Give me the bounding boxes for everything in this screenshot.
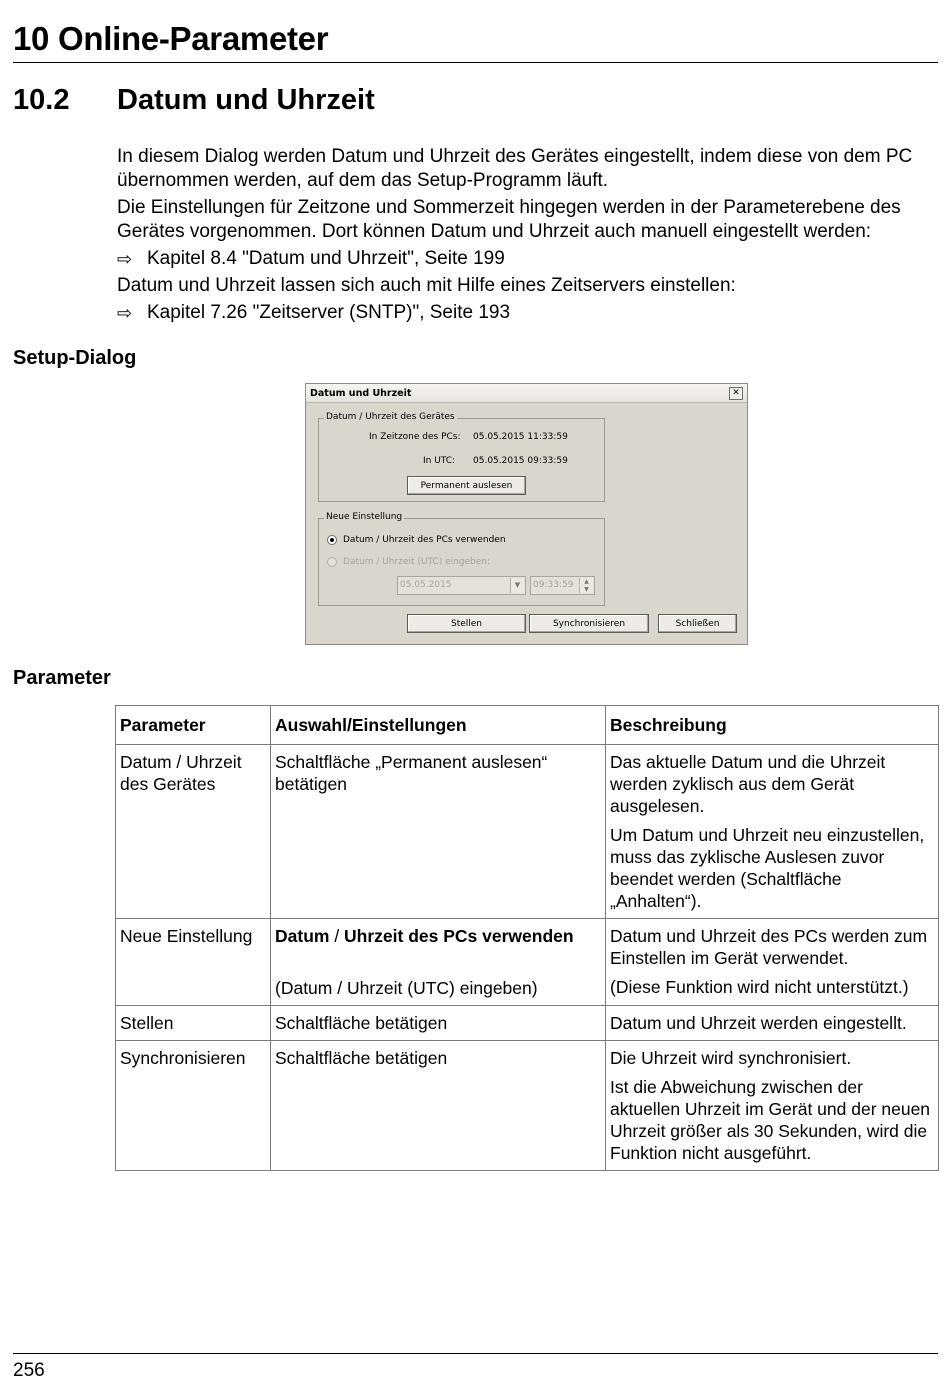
description-text: (Diese Funktion wird nicht unterstützt.) xyxy=(610,977,909,997)
cell-parameter: Datum / Uhrzeit des Gerätes xyxy=(116,745,271,919)
description-text: Um Datum und Uhrzeit neu einzustellen, muss das zyklische Auslesen zuvor beendet werden (Schaltfläche „Anhalten“). xyxy=(610,825,925,911)
header-rule xyxy=(13,62,938,63)
cell-selection: Schaltfläche „Permanent auslesen“ betätigen xyxy=(271,745,606,919)
dialog-title: Datum und Uhrzeit xyxy=(310,387,412,399)
new-setting-group-label: Neue Einstellung xyxy=(326,512,403,522)
radio-unselected-icon[interactable] xyxy=(327,557,337,567)
spin-down-icon[interactable]: ▼ xyxy=(579,586,593,593)
close-icon[interactable]: ✕ xyxy=(729,387,743,400)
setup-dialog-heading: Setup-Dialog xyxy=(13,347,137,369)
utc-value: 05.05.2015 09:33:59 xyxy=(473,456,568,466)
description-text: Ist die Abweichung zwischen der aktuellen Uhrzeit im Gerät und der neuen Uhrzeit größer als 30 Sekunden, wird die Funktion nicht ausgeführt. xyxy=(610,1077,931,1163)
section-number: 10.2 xyxy=(13,84,70,116)
datetime-dialog-screenshot xyxy=(305,383,748,645)
parameter-table xyxy=(115,705,939,1171)
arrow-right-icon: ⇨ xyxy=(117,303,133,323)
cell-description: Datum und Uhrzeit werden eingestellt. xyxy=(606,1006,939,1041)
radio-use-pc-time[interactable] xyxy=(327,535,506,545)
selection-option-default xyxy=(275,925,601,947)
date-picker[interactable] xyxy=(397,576,526,595)
cell-parameter: Stellen xyxy=(116,1006,271,1041)
table-header-row xyxy=(116,706,939,745)
cell-description xyxy=(606,1041,939,1171)
column-header-description: Beschreibung xyxy=(606,706,939,745)
radio-enter-utc[interactable] xyxy=(327,557,490,567)
description-text: Das aktuelle Datum und die Uhrzeit werden zyklisch aus dem Gerät ausgelesen. xyxy=(610,752,886,816)
section-title: Datum und Uhrzeit xyxy=(117,84,375,116)
device-datetime-group xyxy=(318,412,605,502)
radio-selected-icon[interactable] xyxy=(327,535,337,545)
time-spinner-value: 09:33:59 xyxy=(533,580,574,590)
selection-option-default-part1: Datum xyxy=(275,926,330,946)
set-button[interactable]: Stellen xyxy=(407,614,526,633)
selection-option-separator: / xyxy=(329,926,345,946)
cell-description xyxy=(606,919,939,1006)
cross-reference-1-text[interactable]: Kapitel 8.4 "Datum und Uhrzeit", Seite 199 xyxy=(147,248,505,269)
intro-paragraph-1: In diesem Dialog werden Datum und Uhrzeit des Gerätes eingestellt, indem diese von dem PC übernommen werden, auf dem das Setup-Programm läuft. xyxy=(117,146,913,191)
description-text: Die Uhrzeit wird synchronisiert. xyxy=(610,1048,852,1068)
table-row xyxy=(116,745,939,919)
date-picker-value: 05.05.2015 xyxy=(400,580,452,590)
cross-reference-2-text[interactable]: Kapitel 7.26 "Zeitserver (SNTP)", Seite 193 xyxy=(147,302,511,323)
description-text: Datum und Uhrzeit des PCs werden zum Einstellen im Gerät verwendet. xyxy=(610,926,928,968)
spin-up-icon[interactable]: ▲ xyxy=(579,578,593,585)
cell-selection xyxy=(271,919,606,1006)
synchronize-button[interactable]: Synchronisieren xyxy=(529,614,649,633)
cross-reference-2[interactable] xyxy=(117,301,942,325)
intro-paragraph-3: Datum und Uhrzeit lassen sich auch mit Hilfe eines Zeitservers einstellen: xyxy=(117,275,736,296)
new-setting-group xyxy=(318,512,605,606)
column-header-parameter: Parameter xyxy=(116,706,271,745)
parameter-heading: Parameter xyxy=(13,667,111,689)
permanent-read-button[interactable]: Permanent auslesen xyxy=(407,476,526,495)
chapter-title: 10 Online-Parameter xyxy=(13,20,329,57)
cell-description xyxy=(606,745,939,919)
dialog-titlebar xyxy=(306,384,747,403)
table-row xyxy=(116,1041,939,1171)
device-datetime-group-label: Datum / Uhrzeit des Gerätes xyxy=(326,412,455,422)
table-row xyxy=(116,919,939,1006)
radio-enter-utc-label: Datum / Uhrzeit (UTC) eingeben: xyxy=(343,557,491,567)
intro-paragraph-2: Die Einstellungen für Zeitzone und Sommerzeit hingegen werden in der Parameterebene des Gerätes vorgenommen. Dort können Datum und Uhrzeit auch manuell eingestellt werden: xyxy=(117,197,901,242)
radio-use-pc-time-label: Datum / Uhrzeit des PCs verwenden xyxy=(343,535,506,545)
column-header-selection: Auswahl/Einstellungen xyxy=(271,706,606,745)
timezone-label: In Zeitzone des PCs: xyxy=(369,432,461,442)
cell-parameter: Synchronisieren xyxy=(116,1041,271,1171)
footer-rule xyxy=(13,1353,938,1354)
selection-option-alt: (Datum / Uhrzeit (UTC) eingeben) xyxy=(275,978,538,998)
table-row xyxy=(116,1006,939,1041)
time-spinner[interactable] xyxy=(530,576,595,595)
cell-selection: Schaltfläche betätigen xyxy=(271,1041,606,1171)
utc-label: In UTC: xyxy=(423,456,456,466)
intro-text xyxy=(117,145,942,328)
timezone-value: 05.05.2015 11:33:59 xyxy=(473,432,568,442)
cell-selection: Schaltfläche betätigen xyxy=(271,1006,606,1041)
cross-reference-1[interactable] xyxy=(117,247,942,271)
selection-option-default-part2: Uhrzeit des PCs verwenden xyxy=(344,926,574,946)
close-button[interactable]: Schließen xyxy=(658,614,737,633)
cell-parameter: Neue Einstellung xyxy=(116,919,271,1006)
chevron-down-icon[interactable]: ▼ xyxy=(510,578,524,593)
arrow-right-icon: ⇨ xyxy=(117,249,133,269)
page-number: 256 xyxy=(13,1360,45,1381)
